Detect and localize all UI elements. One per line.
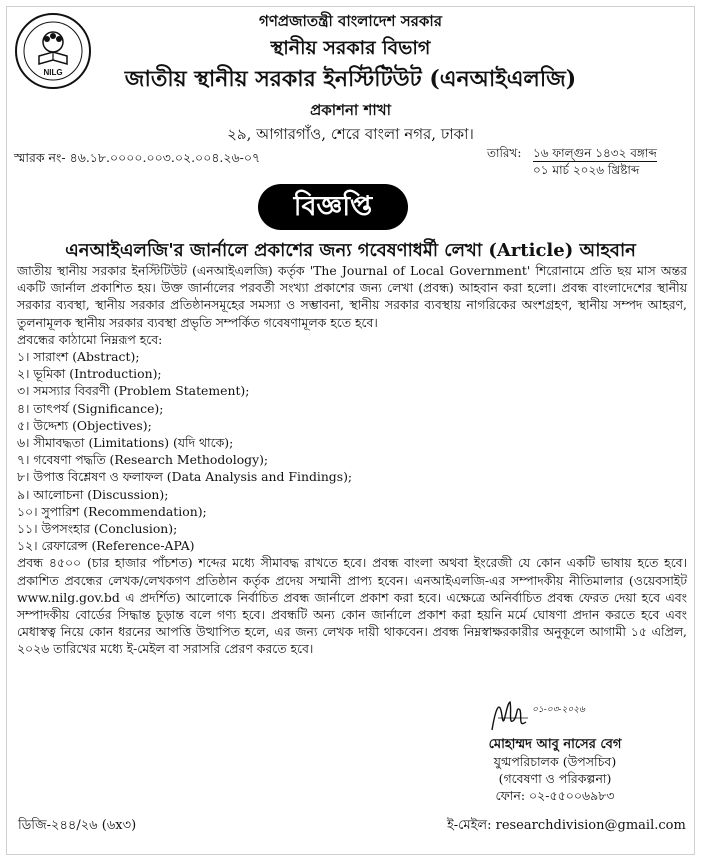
signatory-block xyxy=(420,736,690,804)
list-item: ৯। আলোচনা (Discussion); xyxy=(17,486,169,502)
memo-number: স্মারক নং- ৪৬.১৮.০০০০.০০৩.০২.০০৪.২৬-০৭ xyxy=(14,150,261,165)
date-block xyxy=(487,145,657,178)
signatory-name: মোহাম্মদ আবু নাসের বেগ xyxy=(488,737,622,752)
contact-email: ই-মেইল: researchdivision@gmail.com xyxy=(447,818,686,833)
notice-headline: এনআইএলজি'র জার্নালে প্রকাশের জন্য গবেষণাধর্মী লেখা (Article) আহবান xyxy=(65,240,636,261)
list-item: ১১। উপসংহার (Conclusion); xyxy=(17,521,178,537)
list-item: ১০। সুপারিশ (Recommendation); xyxy=(17,503,207,519)
structure-list xyxy=(17,348,687,554)
signatory-phone: ফোন: ০২-৫৫০০৬৯৮৩ xyxy=(495,788,615,803)
notice-badge: বিজ্ঞপ্তি xyxy=(258,184,408,230)
signature-date: ০১-০৩-২০২৬ xyxy=(532,705,585,715)
date-label: তারিখ: xyxy=(487,146,522,160)
date-bangla: ১৬ ফাল্গুন ১৪৩২ বঙ্গাব্দ xyxy=(533,146,657,160)
notice-body xyxy=(17,262,687,658)
logo-text: NILG xyxy=(43,68,63,77)
address: ২৯, আগারগাঁও, শেরে বাংলা নগর, ঢাকা। xyxy=(227,125,474,143)
signatory-dept: (গবেষণা ও পরিকল্পনা) xyxy=(498,771,612,786)
branch-name: প্রকাশনা শাখা xyxy=(310,101,391,119)
structure-label: প্রবন্ধের কাঠামো নিম্নরূপ হবে: xyxy=(17,331,163,347)
date-gregorian: ০১ মার্চ ২০২৬ খ্রিষ্টাব্দ xyxy=(533,163,640,177)
list-item: ৬। সীমাবদ্ধতা (Limitations) (যদি থাকে); xyxy=(17,435,234,451)
division-name: স্থানীয় সরকার বিভাগ xyxy=(270,37,431,59)
list-item: ১। সারাংশ (Abstract); xyxy=(17,349,140,365)
govt-name: গণপ্রজাতন্ত্রী বাংলাদেশ সরকার xyxy=(259,12,442,30)
list-item: ২। ভূমিকা (Introduction); xyxy=(17,366,162,382)
closing-paragraph: প্রবন্ধ ৪৫০০ (চার হাজার পাঁচশত) শব্দের মধ্যে সীমাবদ্ধ রাখতে হবে। প্রবন্ধ বাংলা অথবা ইংরেজী যে কোন একটি ভাষায় হতে হবে। প্রকাশিত প্রবন্ধের লেখক/লেখকগণ প্রতিষ্ঠান কর্তৃক প্রদেয় সম্মানী প্রাপ্য হবেন। এনআইএলজি-এর সম্পাদকীয় নীতিমালার (ওয়েবসাইট www.nilg.gov.bd এ প্রদর্শিত) আলোকে নির্বাচিত প্রবন্ধ জার্নালে প্রকাশ করা হবে। এক্ষেত্রে অনির্বাচিত প্রবন্ধ ফেরত দেয়া হবে এবং সম্পাদকীয় বোর্ডের সিদ্ধান্ত চূড়ান্ত বলে গণ্য হবে। প্রবন্ধটি অন্য কোন জার্নালে প্রকাশ করা হয়নি মর্মে ঘোষণা প্রদান করতে হবে এবং মেধাস্বত্ব নিয়ে কোন ধরনের আপত্তি উত্থাপিত হলে, এর জন্য লেখক দায়ী থাকবেন। প্রবন্ধ নিম্নস্বাক্ষরকারীর অনুকূলে আগামী ১৫ এপ্রিল, ২০২৬ তারিখের মধ্যে ই-মেইল বা সরাসরি প্রেরণ করতে হবে। xyxy=(17,555,687,657)
list-item: ৩। সমস্যার বিবরণী (Problem Statement); xyxy=(17,383,250,399)
list-item: ১২। রেফারেন্স (Reference-APA) xyxy=(17,538,195,554)
footer-reference: ডিজি-২৪৪/২৬ (৬x৩) xyxy=(18,818,137,833)
signatory-title: যুগ্মপরিচালক (উপসচিব) xyxy=(493,754,617,769)
list-item: ৪। তাৎপর্য (Significance); xyxy=(17,400,164,416)
list-item: ৭। গবেষণা পদ্ধতি (Research Methodology); xyxy=(17,452,269,468)
institute-name: জাতীয় স্থানীয় সরকার ইনস্টিটিউট (এনআইএলজি) xyxy=(124,66,577,92)
list-item: ৫। উদ্দেশ্য (Objectives); xyxy=(17,417,152,433)
intro-paragraph: জাতীয় স্থানীয় সরকার ইনস্টিটিউট (এনআইএলজি) কর্তৃক 'The Journal of Local Government' শিরোনামে প্রতি ছয় মাস অন্তর একটি জার্নাল প্রকাশিত হয়। উক্ত জার্নালের পরবর্তী সংখ্যা প্রকাশের জন্য লেখা (প্রবন্ধ) আহবান করা হলো। প্রবন্ধ বাংলাদেশের স্থানীয় সরকার ব্যবস্থা, স্থানীয় সরকার প্রতিষ্ঠানসমূহের সমস্যা ও সম্ভাবনা, স্থানীয় সরকার ব্যবস্থায় নাগরিকের অংশগ্রহণ, স্থানীয় সম্পদ আহরণ, তুলনামূলক স্থানীয় সরকার ব্যবস্থা প্রভৃতি সম্পর্কিত গবেষণামূলক হতে হবে। xyxy=(17,263,687,330)
list-item: ৮। উপাত্ত বিশ্লেষণ ও ফলাফল (Data Analysis and Findings); xyxy=(17,469,353,485)
